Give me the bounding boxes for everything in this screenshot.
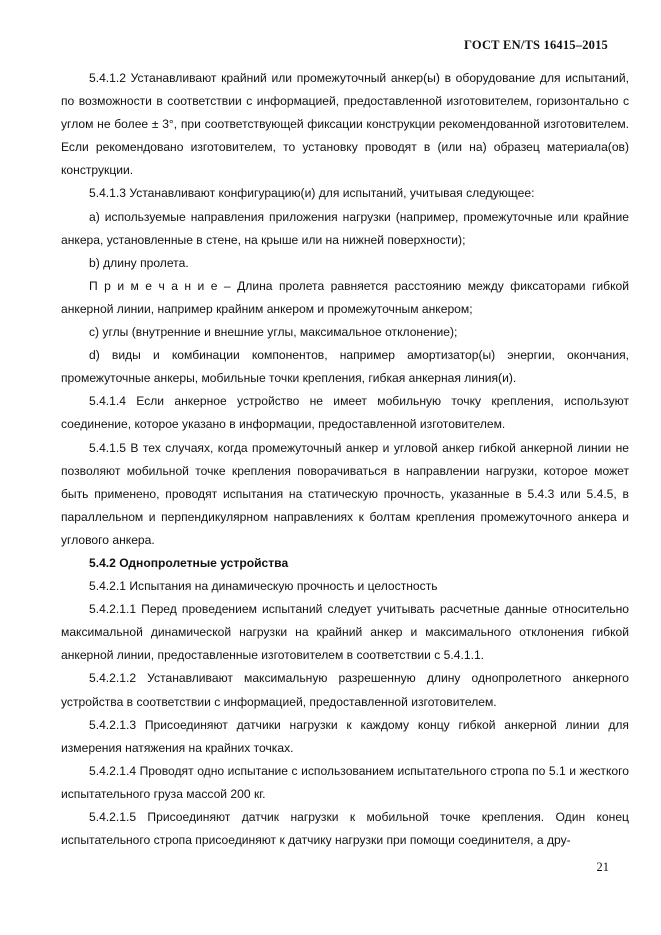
paragraph-5-4-2-1-5: 5.4.2.1.5 Присоединяют датчик нагрузки к мобильной точке крепления. Один конец испытательного стропа присоединяют к датчику нагрузки при помощи соединителя, а дру- [61,810,629,848]
paragraph-5-4-2-1-2: 5.4.2.1.2 Устанавливают максимальную разрешенную длину однопролетного анкерного устройства в соответствии с информацией, предоставленной изготовителем. [61,671,629,709]
note-paragraph: П р и м е ч а н и е – Длина пролета равняется расстоянию между фиксаторами гибкой анкерной линии, например крайним анкером и промежуточным анкером; [61,278,629,316]
page-header-standard-code: ГОСТ EN/TS 16415–2015 [464,38,608,52]
list-item-d: d) виды и комбинации компонентов, например амортизатор(ы) энергии, окончания, промежуточные анкеры, мобильные точки крепления, гибкая анкерная линия(и). [61,348,629,386]
paragraph-5-4-1-4: 5.4.1.4 Если анкерное устройство не имеет мобильную точку крепления, используют соединение, которое указано в информации, предоставленной изготовителем. [61,394,629,432]
section-heading-5-4-2: 5.4.2 Однопролетные устройства [89,555,289,570]
page-number: 21 [596,860,609,874]
paragraph-5-4-2-1-3: 5.4.2.1.3 Присоединяют датчики нагрузки к каждому концу гибкой анкерной линии для измерения натяжения на крайних точках. [61,717,629,755]
paragraph-5-4-2-1-4: 5.4.2.1.4 Проводят одно испытание с использованием испытательного стропа по 5.1 и жесткого испытательного груза массой 200 кг. [61,763,629,801]
document-body [61,67,629,852]
list-item-b: b) длину пролета. [89,255,189,270]
paragraph-5-4-2-1: 5.4.2.1 Испытания на динамическую прочность и целостность [89,579,438,594]
paragraph-5-4-1-5: 5.4.1.5 В тех случаях, когда промежуточный анкер и угловой анкер гибкой анкерной линии не позволяют мобильной точке крепления поворачиваться в направлении нагрузки, которое может быть применено, проводят испытания на статическую прочность, указанные в 5.4.3 или 5.4.5, в параллельном и перпендикулярном направлениях к болтам крепления промежуточного анкера и углового анкера. [61,440,629,547]
paragraph-5-4-2-1-1: 5.4.2.1.1 Перед проведением испытаний следует учитывать расчетные данные относительно максимальной динамической нагрузки на крайний анкер и максимального отклонения гибкой анкерной линии, предоставленные изготовителем в соответствии с 5.4.1.1. [61,602,629,663]
list-item-c: c) углы (внутренние и внешние углы, максимальное отклонение); [89,325,458,340]
paragraph-5-4-1-3: 5.4.1.3 Устанавливают конфигурацию(и) для испытаний, учитывая следующее: [89,186,535,201]
list-item-a: a) используемые направления приложения нагрузки (например, промежуточные или крайние анкера, установленные в стене, на крыше или на нижней поверхности); [61,209,629,247]
paragraph-5-4-1-2: 5.4.1.2 Устанавливают крайний или промежуточный анкер(ы) в оборудование для испытаний, по возможности в соответствии с информацией, предоставленной изготовителем, горизонтально с углом не более ± 3°, при соответствующей фиксации конструкции рекомендованной изготовителем. Если рекомендовано изготовителем, то установку проводят в (или на) образец материала(ов) конструкции. [61,71,629,178]
